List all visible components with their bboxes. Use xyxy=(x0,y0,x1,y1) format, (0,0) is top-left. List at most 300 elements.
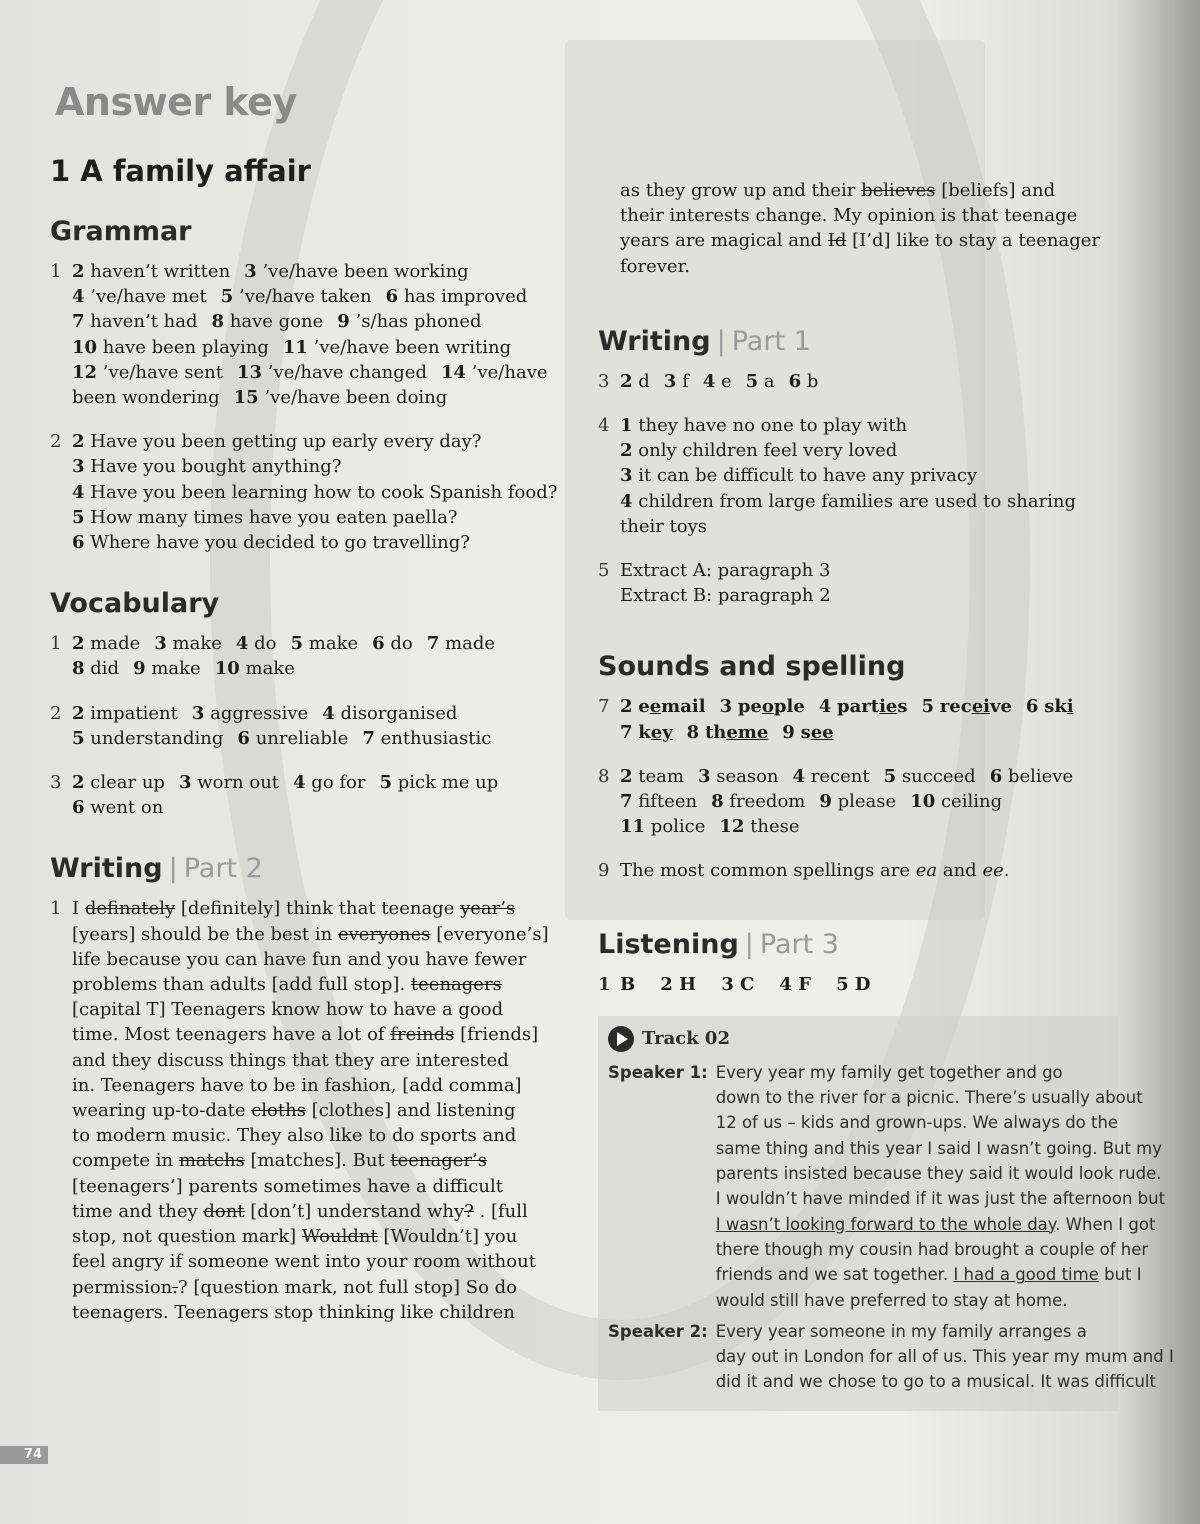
text-line: and they discuss things that they are interested xyxy=(72,1049,509,1071)
exercise-number: 2 xyxy=(50,702,62,724)
text-line: forever. xyxy=(620,255,690,277)
sounds-ex8 xyxy=(598,764,1118,840)
answer-line xyxy=(620,694,1118,719)
item-answer: their toys xyxy=(620,515,708,537)
text-line: I definately [definitely] think that teenage year’s xyxy=(72,898,516,920)
answer-item xyxy=(620,371,650,392)
item-answer: ceiling xyxy=(940,791,1003,813)
item-number: 8 xyxy=(72,658,85,680)
text-line: stop, not question mark] Wouldnt [Wouldn’t] you xyxy=(72,1226,518,1248)
answer-item xyxy=(72,728,223,749)
answer-line xyxy=(620,489,1118,514)
item-answer: make xyxy=(245,658,295,680)
answer-line xyxy=(620,413,1118,438)
item-answer: made xyxy=(445,633,495,655)
answer-line xyxy=(72,505,575,530)
item-number: 5 xyxy=(220,286,234,308)
writing-part2-answer: 1 I definately [definitely] think that teenage year’s [years] should be the best in everyones [everyone’s] life because you can have fun and you have fewer problems than adults [add full stop]. teenagers [capital T] Teenagers know how to have a good time. Most teenagers have a lot of freinds [friends] and they discuss things that they are interested in. Teenagers have to be in fashion, [add comma] wearing up-to-date cloths [clothes] and listening to modern music. They also like to do sports and compete in matchs [matches]. But teenager’s [teenagers’] parents sometimes have a difficult time and they dont [don’t] understand why? . [full stop, not question mark] Wouldnt [Wouldn’t] you feel angry if someone went into your room without permission.? [question mark, not full stop] So do teenagers. Teenagers stop thinking like children xyxy=(50,896,575,1324)
item-answer: these xyxy=(750,816,800,838)
answer-line xyxy=(620,720,1118,745)
answer-item xyxy=(72,658,119,679)
item-answer: How many times have you eaten paella? xyxy=(90,506,458,528)
item-number: 3 xyxy=(154,633,167,655)
item-answer: go for xyxy=(311,772,366,794)
item-word: receive xyxy=(939,696,1012,718)
item-word: people xyxy=(737,696,805,718)
item-number: 12 xyxy=(72,361,98,383)
answer-item xyxy=(215,658,295,679)
writing-continuation xyxy=(598,178,1118,279)
answer-item xyxy=(910,791,1002,812)
listening-heading: Listening | Part 3 xyxy=(598,928,839,960)
item-answer: Have you bought anything? xyxy=(90,456,342,478)
answer-line xyxy=(72,530,575,555)
answer-line xyxy=(72,656,575,681)
answer-item xyxy=(212,311,324,332)
item-answer: please xyxy=(837,791,897,813)
answer-item xyxy=(72,456,341,477)
item-number: 6 xyxy=(989,765,1003,787)
answer-item xyxy=(362,728,491,749)
item-number: 10 xyxy=(214,658,240,680)
answer-line xyxy=(72,429,575,454)
item-word: parties xyxy=(837,696,908,718)
item-answer: do xyxy=(390,633,413,655)
answer-item xyxy=(72,507,457,528)
exercise-number: 1 xyxy=(50,633,62,655)
item-number: 4 xyxy=(620,490,633,512)
item-number: 4 xyxy=(322,702,335,724)
item-answer: ’ve/have met xyxy=(90,286,207,308)
answer-item xyxy=(990,766,1073,787)
answer-line xyxy=(72,284,575,309)
answer-line xyxy=(620,789,1118,814)
item-number: 11 xyxy=(282,336,308,358)
writing-part1-ex4 xyxy=(598,413,1118,539)
item-number: 9 xyxy=(133,658,146,680)
text-line: compete in matchs [matches]. But teenager’s xyxy=(72,1150,487,1172)
answer-item xyxy=(719,816,799,837)
answer-item xyxy=(620,766,684,787)
answer-item xyxy=(179,772,279,793)
text-line: teenagers. Teenagers stop thinking like children xyxy=(72,1301,515,1323)
answer-item xyxy=(746,371,775,392)
answer-line xyxy=(72,480,575,505)
item-answer: police xyxy=(650,816,706,838)
item-number: 3 xyxy=(663,370,677,392)
text-line: their interests change. My opinion is that teenage xyxy=(620,205,1078,227)
item-answer: ’ve/have changed xyxy=(267,361,427,383)
answer-item xyxy=(234,387,448,408)
item-number: 2 xyxy=(72,261,85,282)
item-number: 8 xyxy=(711,791,724,813)
item-answer: a xyxy=(763,370,775,392)
item-number: 7 xyxy=(72,311,85,333)
item-number: 3 xyxy=(72,456,85,478)
item-answer: children from large families are used to sharing xyxy=(638,490,1077,512)
answer-item xyxy=(703,371,732,392)
answer-item xyxy=(72,482,557,503)
answer-item xyxy=(620,722,673,743)
vocabulary-ex3 xyxy=(50,770,575,820)
vocabulary-ex1 xyxy=(50,631,575,681)
item-answer: ’ve/have xyxy=(471,361,548,383)
item-number: 2 xyxy=(620,696,633,718)
item-answer: ’ve/have been working xyxy=(262,261,469,282)
answer-item xyxy=(291,633,359,654)
item-answer: team xyxy=(638,765,684,787)
item-answer: e xyxy=(721,370,732,392)
item-number: 2 xyxy=(72,431,85,453)
item-answer: haven’t had xyxy=(90,311,198,333)
item-answer: do xyxy=(254,633,277,655)
item-number: 7 xyxy=(362,727,375,749)
item-answer: only children feel very loved xyxy=(638,440,898,462)
item-answer: has improved xyxy=(403,286,528,308)
sounds-ex7 xyxy=(598,694,1118,744)
item-answer: season xyxy=(716,765,779,787)
text-line: time and they dont [don’t] understand why? . [full xyxy=(72,1200,528,1222)
item-number: 3 xyxy=(719,696,733,718)
item-number: 4 xyxy=(72,286,85,308)
item-word: eemail xyxy=(638,696,706,718)
item-number: 5 xyxy=(290,633,304,655)
play-icon[interactable] xyxy=(608,1026,634,1052)
item-number: 6 xyxy=(237,727,250,749)
item-answer: made xyxy=(90,633,141,655)
answer-item xyxy=(1026,696,1074,717)
track-transcript xyxy=(598,1016,1174,1411)
item-number: 7 xyxy=(426,633,440,655)
writing-part1-ex5: 5 Extract A: paragraph 3 Extract B: paragraph 2 xyxy=(598,560,831,607)
text-line: day out in London for all of us. This year my mum and I xyxy=(715,1347,1174,1367)
answer-line xyxy=(72,360,575,385)
answer-line xyxy=(72,631,575,656)
item-word: see xyxy=(800,721,834,743)
answer-item xyxy=(819,696,908,717)
item-number: 5 xyxy=(72,727,85,749)
item-answer: clear up xyxy=(90,772,165,794)
answer-item xyxy=(793,766,870,787)
item-number: 6 xyxy=(788,370,802,392)
answer-item xyxy=(698,766,779,787)
item-answer: impatient xyxy=(90,702,178,724)
left-column xyxy=(50,80,575,1344)
item-number: 9 xyxy=(337,311,350,333)
item-answer: pick me up xyxy=(397,772,499,794)
writing-part2-heading: Writing | Part 2 xyxy=(50,853,263,885)
item-number: 4 xyxy=(235,633,249,655)
grammar-ex2 xyxy=(50,429,575,555)
answer-item xyxy=(687,722,769,743)
item-answer: ’ve/have been doing xyxy=(264,387,448,409)
item-answer: been wondering xyxy=(72,387,220,409)
answer-item xyxy=(441,362,548,383)
answer-item xyxy=(72,362,223,383)
answer-line xyxy=(72,385,575,410)
text-line: I wouldn’t have minded if it was just the afternoon but xyxy=(715,1189,1166,1209)
item-number: 4 xyxy=(72,481,85,503)
answer-item xyxy=(819,791,896,812)
text-line: feel angry if someone went into your room without xyxy=(72,1251,536,1273)
text-line: problems than adults [add full stop]. teenagers xyxy=(72,974,502,996)
answer-line xyxy=(72,795,575,820)
item-number: 2 xyxy=(620,765,633,787)
answer-item xyxy=(620,415,907,436)
answer-item xyxy=(192,703,308,724)
answer-item xyxy=(72,532,470,553)
item-number: 3 xyxy=(178,772,192,794)
writing-part1-ex3 xyxy=(598,369,1118,394)
item-number: 6 xyxy=(72,532,85,554)
text-line: same thing and this year I said I wasn’t going. But my xyxy=(715,1138,1163,1158)
answer-line xyxy=(620,764,1118,789)
text-line: did it and we chose to go to a musical. It was difficult xyxy=(715,1372,1156,1392)
item-number: 2 xyxy=(620,370,633,392)
item-answer: fifteen xyxy=(638,791,698,813)
answer-item xyxy=(237,728,348,749)
text-line: [teenagers’] parents sometimes have a difficult xyxy=(72,1175,503,1197)
right-column xyxy=(598,178,1174,1411)
item-number: 1 xyxy=(620,415,633,437)
answer-item xyxy=(322,703,457,724)
item-word: key xyxy=(638,721,673,743)
unit-title: 1 A family affair xyxy=(50,154,311,188)
vocabulary-ex2 xyxy=(50,701,575,751)
answer-item xyxy=(72,311,198,332)
answer-line xyxy=(72,770,575,795)
answer-line xyxy=(620,438,1118,463)
item-number: 3 xyxy=(191,702,205,724)
text-line: parents insisted because they said it would look rude. xyxy=(715,1164,1162,1184)
item-answer: recent xyxy=(810,765,870,787)
item-answer: make xyxy=(172,633,222,655)
item-number: 7 xyxy=(620,721,633,743)
text-line: I wasn’t looking forward to the whole day. When I got xyxy=(715,1214,1156,1234)
item-answer: ’ve/have sent xyxy=(102,361,223,383)
item-answer: d xyxy=(638,370,650,392)
text-line: wearing up-to-date cloths [clothes] and listening xyxy=(72,1100,516,1122)
text-line: Every year someone in my family arranges a xyxy=(715,1321,1087,1341)
answer-line xyxy=(620,369,1118,394)
item-number: 9 xyxy=(819,791,832,813)
item-answer: enthusiastic xyxy=(380,727,492,749)
answer-item xyxy=(884,766,976,787)
item-answer: ’s/has phoned xyxy=(355,311,482,333)
item-answer: went on xyxy=(90,797,164,819)
text-line: life because you can have fun and you have fewer xyxy=(72,948,527,970)
answer-item xyxy=(922,696,1012,717)
item-number: 8 xyxy=(686,721,700,743)
answer-line xyxy=(620,514,1118,539)
item-answer: disorganised xyxy=(340,702,458,724)
answer-item xyxy=(154,633,222,654)
speaker-1: Speaker 1: Every year my family get together and go down to the river for a picnic. There’s usually about 12 of us – kids and grown-ups. We always do the same thing and this year I said I wasn’t going. But my parents insisted because they said it would look rude. I wouldn’t have minded if it was just the afternoon but I wasn’t looking forward to the whole day. When I got there though my cousin had brought a couple of her friends and we sat together. I had a good time but I would still have preferred to stay at home. xyxy=(608,1060,1118,1313)
answer-item xyxy=(620,440,897,461)
answer-item xyxy=(620,516,707,537)
item-number: 7 xyxy=(620,791,633,813)
item-answer: Have you been learning how to cook Spanish food? xyxy=(90,481,558,503)
answer-line xyxy=(72,726,575,751)
item-number: 6 xyxy=(1025,696,1039,718)
item-answer: f xyxy=(682,370,689,392)
page-number: 74 xyxy=(0,1446,48,1464)
item-number: 14 xyxy=(440,361,467,383)
text-line: permission.? [question mark, not full stop] So do xyxy=(72,1276,517,1298)
item-number: 4 xyxy=(792,765,806,787)
item-number: 5 xyxy=(379,772,393,794)
text-line: there though my cousin had brought a couple of her xyxy=(715,1239,1149,1259)
answer-item xyxy=(72,286,207,307)
answer-item xyxy=(620,491,1076,512)
item-number: 2 xyxy=(72,702,85,724)
item-answer: b xyxy=(806,370,819,392)
text-line: years are magical and Id [I’d] like to stay a teenager xyxy=(620,230,1101,252)
answer-item xyxy=(782,722,833,743)
item-word: theme xyxy=(704,721,769,743)
answer-item xyxy=(711,791,805,812)
writing-part1-heading: Writing | Part 1 xyxy=(598,325,811,357)
item-number: 12 xyxy=(719,816,745,838)
answer-item xyxy=(244,261,469,282)
answer-item xyxy=(427,633,495,654)
sounds-ex9: 9 The most common spellings are ea and ee. xyxy=(598,860,1010,882)
grammar-ex1 xyxy=(50,259,575,410)
item-number: 4 xyxy=(702,370,716,392)
exercise-number: 3 xyxy=(598,370,610,392)
item-answer: did xyxy=(90,658,120,680)
text-line: Every year my family get together and go xyxy=(715,1062,1063,1082)
item-number: 5 xyxy=(72,506,85,528)
item-number: 10 xyxy=(910,791,936,813)
answer-item xyxy=(664,371,689,392)
speaker-2: Speaker 2: Every year someone in my family arranges a day out in London for all of us. This year my mum and I did it and we chose to go to a musical. It was difficult xyxy=(608,1319,1118,1395)
answer-item xyxy=(789,371,819,392)
item-answer: understanding xyxy=(90,727,224,749)
item-number: 6 xyxy=(72,797,85,819)
answer-line xyxy=(72,309,575,334)
item-answer: ’ve/have taken xyxy=(238,286,372,308)
answer-line xyxy=(620,463,1118,488)
item-number: 2 xyxy=(620,440,633,462)
item-number: 15 xyxy=(233,387,259,409)
item-number: 4 xyxy=(818,696,832,718)
item-number: 3 xyxy=(620,465,633,487)
answer-item xyxy=(337,311,481,332)
answer-item xyxy=(72,703,178,724)
text-line: in. Teenagers have to be in fashion, [add comma] xyxy=(72,1074,522,1096)
answer-item xyxy=(620,696,706,717)
answer-item xyxy=(379,772,498,793)
answer-line xyxy=(72,335,575,360)
item-word: ski xyxy=(1044,696,1074,718)
item-number: 2 xyxy=(72,633,85,655)
exercise-number: 1 xyxy=(50,261,62,282)
exercise-number: 2 xyxy=(50,431,62,453)
answer-item xyxy=(133,658,201,679)
item-answer: ’ve/have been writing xyxy=(313,336,512,358)
item-number: 2 xyxy=(72,772,85,794)
answer-item xyxy=(720,696,805,717)
answer-item xyxy=(236,633,277,654)
track-title: Track 02 xyxy=(608,1026,1118,1052)
answer-item xyxy=(72,431,481,452)
item-answer: it can be difficult to have any privacy xyxy=(638,465,978,487)
text-line: to modern music. They also like to do sports and xyxy=(72,1125,517,1147)
exercise-number: 3 xyxy=(50,772,62,794)
exercise-number: 7 xyxy=(598,696,610,718)
item-number: 6 xyxy=(372,633,385,655)
answer-line xyxy=(620,814,1118,839)
answer-item xyxy=(386,286,528,307)
item-number: 3 xyxy=(697,765,711,787)
item-answer: believe xyxy=(1007,765,1074,787)
text-line: [capital T] Teenagers know how to have a good xyxy=(72,999,504,1021)
item-answer: aggressive xyxy=(210,702,309,724)
answer-item xyxy=(237,362,427,383)
answer-item xyxy=(620,791,697,812)
item-number: 8 xyxy=(211,311,225,333)
answer-item xyxy=(620,816,705,837)
exercise-number: 8 xyxy=(598,765,610,787)
answer-line xyxy=(72,259,575,284)
answer-line xyxy=(72,454,575,479)
answer-item xyxy=(283,337,511,358)
exercise-number: 4 xyxy=(598,415,610,437)
item-answer: haven’t written xyxy=(90,261,231,282)
answer-item xyxy=(72,261,230,282)
item-number: 5 xyxy=(883,765,897,787)
item-number: 5 xyxy=(921,696,935,718)
answer-item xyxy=(221,286,372,307)
item-number: 13 xyxy=(237,361,263,383)
item-number: 11 xyxy=(620,816,646,838)
text-line: down to the river for a picnic. There’s usually about xyxy=(715,1088,1143,1108)
item-number: 9 xyxy=(782,721,795,743)
text-line: 12 of us – kids and grown-ups. We always do the xyxy=(715,1113,1119,1133)
answer-item xyxy=(293,772,365,793)
item-number: 10 xyxy=(72,336,98,358)
text-line: time. Most teenagers have a lot of freinds [friends] xyxy=(72,1024,539,1046)
item-answer: have gone xyxy=(229,311,324,333)
item-answer: worn out xyxy=(197,772,280,794)
item-answer: Have you been getting up early every day? xyxy=(90,431,482,453)
answer-item xyxy=(372,633,413,654)
vocabulary-heading: Vocabulary xyxy=(50,588,220,620)
item-answer: freedom xyxy=(729,791,806,813)
answer-line xyxy=(72,701,575,726)
page-title: Answer key xyxy=(55,80,297,124)
item-number: 3 xyxy=(244,261,257,282)
item-number: 6 xyxy=(385,286,399,308)
item-answer: Where have you decided to go travelling? xyxy=(90,532,470,554)
text-line: [years] should be the best in everyones [everyone’s] xyxy=(72,923,549,945)
item-answer: they have no one to play with xyxy=(638,415,908,437)
item-answer: unreliable xyxy=(255,727,349,749)
item-answer: make xyxy=(151,658,201,680)
sounds-heading: Sounds and spelling xyxy=(598,651,906,683)
text-line: as they grow up and their believes [beliefs] and xyxy=(620,180,1056,201)
answer-item xyxy=(72,772,165,793)
item-number: 5 xyxy=(745,370,759,392)
grammar-heading: Grammar xyxy=(50,216,192,247)
answer-item xyxy=(72,337,269,358)
answer-item xyxy=(72,633,140,654)
answer-item xyxy=(72,387,220,408)
item-number: 4 xyxy=(293,772,306,794)
text-line: would still have preferred to stay at home. xyxy=(715,1290,1068,1310)
item-answer: succeed xyxy=(901,765,976,787)
